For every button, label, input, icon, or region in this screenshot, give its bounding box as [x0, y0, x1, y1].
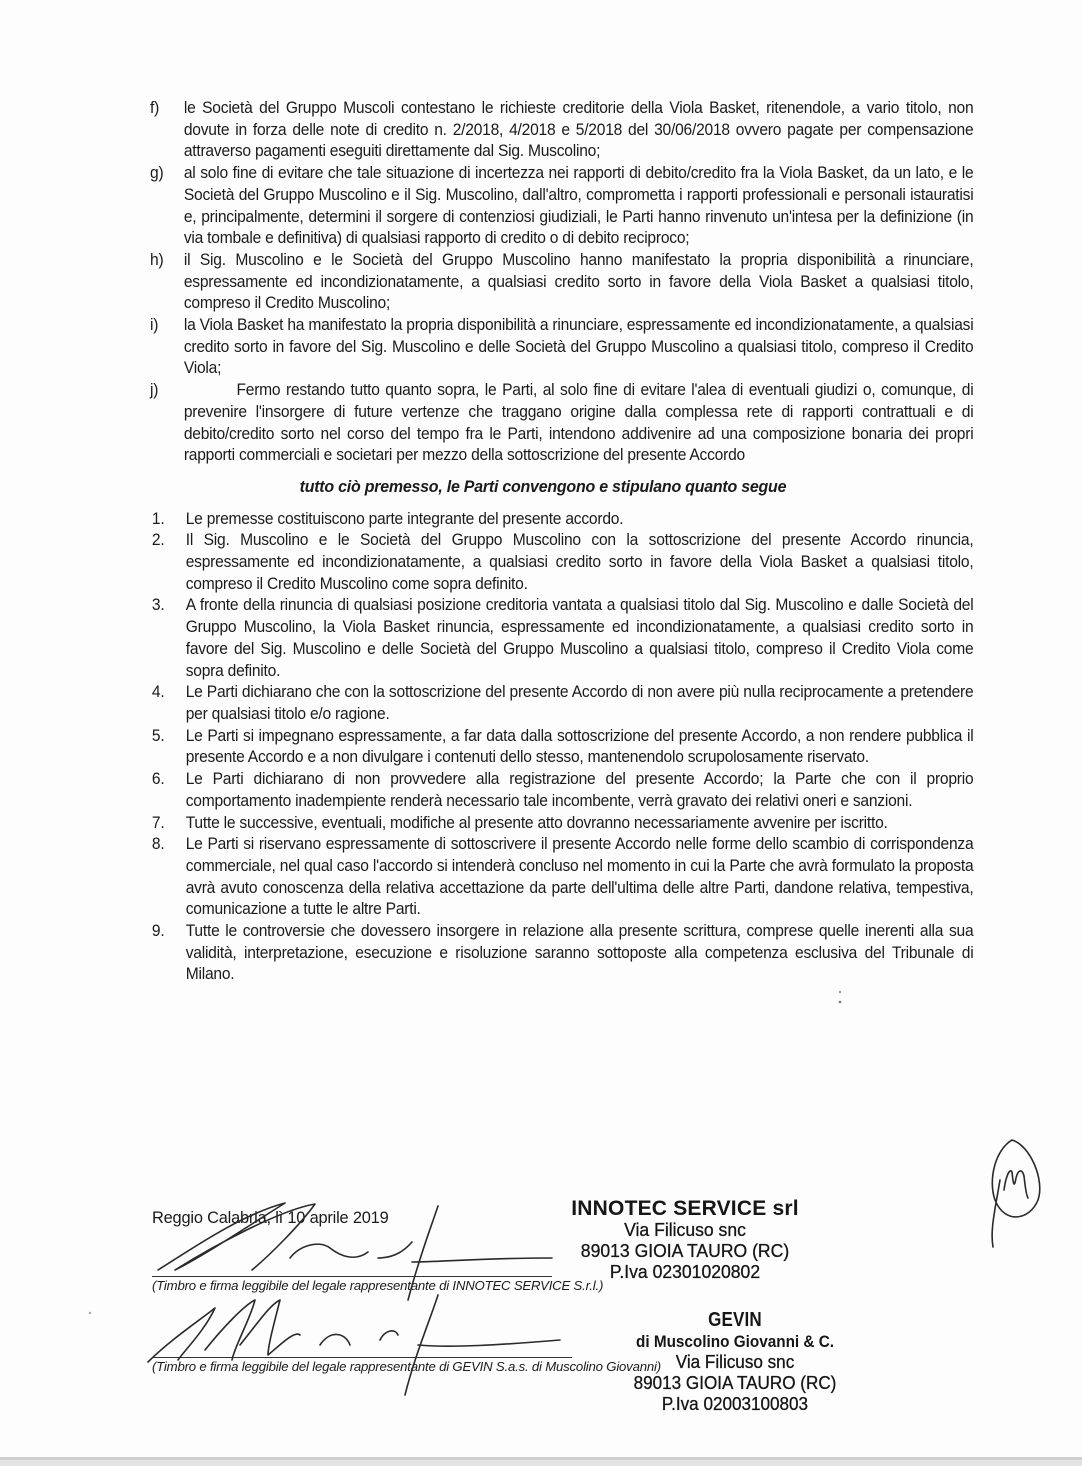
- gevin-stamp-vat: P.Iva 02003100803: [661, 1394, 809, 1414]
- clause-text: Le Parti si impegnano espressamente, a far data dalla sottoscrizione del presente Accordo, a non rendere pubblica il presente Accordo e a non divulgare i contenuti dello stesso, mantenendolo scrupolosamente riservato.: [185, 725, 974, 767]
- innotec-stamp-address: Via Filicuso snc: [624, 1219, 746, 1240]
- agreement-heading: tutto ciò premesso, le Parti convengono e stipulano quanto segue: [299, 476, 787, 496]
- clause-number: 1.: [151, 508, 165, 528]
- clause-number: 2.: [151, 530, 165, 550]
- place-and-date: Reggio Calabria, lì 10 aprile 2019: [152, 1209, 389, 1227]
- gevin-handwritten-signature: [148, 1295, 560, 1395]
- premise-label: h): [150, 249, 164, 269]
- innotec-handwritten-signature: [158, 1203, 552, 1300]
- gevin-stamp-address: Via Filicuso snc: [675, 1352, 795, 1372]
- premise-text: la Viola Basket ha manifestato la propria disponibilità a rinunciare, espressamente ed incondizionatamente, a qualsiasi credito sorto in favore del Sig. Muscolino e delle Società del Gruppo Muscolino a qualsiasi titolo, compreso il Credito Viola;: [183, 315, 974, 378]
- clause-text: Tutte le controversie che dovessero insorgere in relazione alla presente scrittura, comprese quelle inerenti alla sua validità, interpretazione, esecuzione e risoluzione saranno sottoposte alla competenza esclusiva del Tribunale di Milano.: [185, 921, 974, 984]
- premise-text: al solo fine di evitare che tale situazione di incertezza nei rapporti di debito/credito fra la Viola Basket, da un lato, e le Società del Gruppo Muscolino e il Sig. Muscolino, dall'altro, comprometta i rapporti professionali e personali istauratisi e, principalmente, determini il sorgere di contenziosi giudiziali, le Parti hanno rinvenuto un'intesa per la definizione (in via tombale e definitiva) di qualsiasi rapporto di credito o di debito reciproco;: [183, 163, 974, 248]
- stray-mark: [839, 991, 841, 993]
- clause-text: Il Sig. Muscolino e le Società del Gruppo Muscolino con la sottoscrizione del presente Accordo rinuncia, espressamente ed incondizionatamente, a qualsiasi credito sorto in favore della Viola Basket a qualsiasi titolo, compreso il Credito Muscolino come sopra definito.: [185, 530, 974, 593]
- clause-text: Le Parti dichiarano di non provvedere alla registrazione del presente Accordo; la Parte che con il proprio comportamento inadempiente renderà necessario tale incombente, verrà gravato dei relativi oneri e sanzioni.: [185, 769, 974, 810]
- clause-number: 3.: [151, 595, 165, 615]
- clause-text: Le premesse costituiscono parte integrante del presente accordo.: [185, 508, 624, 528]
- gevin-stamp-city: 89013 GIOIA TAURO (RC): [633, 1373, 837, 1393]
- clause-text: Le Parti dichiarano che con la sottoscrizione del presente Accordo di non avere più nulla reciprocamente a pretendere per qualsiasi titolo e/o ragione.: [185, 682, 974, 723]
- clause-number: 8.: [151, 834, 165, 854]
- gevin-stamp-name: GEVIN: [708, 1309, 762, 1331]
- clause-text: Tutte le successive, eventuali, modifiche al presente atto dovranno necessariamente avvenire per iscritto.: [185, 812, 888, 832]
- premise-label: g): [150, 163, 164, 183]
- clause-number: 7.: [151, 812, 165, 832]
- premise-text: Fermo restando tutto quanto sopra, le Parti, al solo fine di evitare l'alea di eventuali giudizi o, comunque, di prevenire l'insorgere di future vertenze che traggano origine dalla complessa rete di rapporti contrattuali e di debito/credito sorto nel corso del tempo fra le Parti, intendono addivenire ad una composizione bonaria dei propri rapporti commerciali e societari per mezzo della sottoscrizione del presente Accordo: [183, 380, 974, 465]
- premise-text: le Società del Gruppo Muscoli contestano le richieste creditorie della Viola Basket, ritenendole, a vario titolo, non dovute in forza delle note di credito n. 2/2018, 4/2018 e 5/2018 del 30/06/2018 ovvero pagate per compensazione attraverso pagamenti eseguiti direttamente dal Sig. Muscolino;: [183, 98, 974, 161]
- premise-label: j): [150, 380, 159, 400]
- initials-loop: [992, 1140, 1040, 1247]
- premise-text: il Sig. Muscolino e le Società del Gruppo Muscolino hanno manifestato la propria disponibilità a rinunciare, espressamente ed incondizionatamente, a qualsiasi credito sorto in favore della Viola Basket a qualsiasi titolo, compreso il Credito Muscolino;: [183, 249, 974, 313]
- innotec-stamp-vat: P.Iva 02301020802: [609, 1261, 761, 1282]
- clause-text: A fronte della rinuncia di qualsiasi posizione creditoria vantata a qualsiasi titolo dal Sig. Muscolino e dalle Società del Gruppo Muscolino, la Viola Basket rinuncia, espressamente ed incondizionatamente, a qualsiasi credito sorto in favore del Sig. Muscolino e delle Società del Gruppo Muscolino a qualsiasi titolo, compreso il Credito Viola come sopra definito.: [185, 595, 974, 680]
- stray-mark: [839, 1001, 842, 1004]
- innotec-signature-caption: (Timbro e firma leggibile del legale rappresentante di INNOTEC SERVICE S.r.l.): [152, 1278, 604, 1293]
- clause-number: 6.: [151, 769, 165, 789]
- gevin-stamp-subtitle: di Muscolino Giovanni & C.: [635, 1332, 835, 1351]
- innotec-stamp-city: 89013 GIOIA TAURO (RC): [580, 1240, 790, 1261]
- clause-number: 4.: [151, 682, 165, 702]
- clause-number: 9.: [151, 921, 165, 941]
- gevin-signature-caption: (Timbro e firma leggibile del legale rappresentante di GEVIN S.a.s. di Muscolino Giovanni): [152, 1359, 661, 1374]
- premise-label: f): [150, 98, 160, 117]
- clause-text: Le Parti si riservano espressamente di sottoscrivere il presente Accordo nelle forme dello scambio di corrispondenza commerciale, nel qual caso l'accordo si intenderà concluso nel momento in cui la Parte che avrà formulato la proposta avrà avuto conoscenza della relativa accettazione da parte dell'ultima delle altre Parti, dandone relativa, tempestiva, comunicazione a tutte le altre Parti.: [185, 834, 974, 919]
- clause-number: 5.: [151, 725, 165, 745]
- initials-letter: [1004, 1171, 1028, 1198]
- premise-label: i): [150, 315, 159, 335]
- stray-mark: [89, 1312, 91, 1314]
- innotec-stamp-name: INNOTEC SERVICE srl: [571, 1197, 799, 1220]
